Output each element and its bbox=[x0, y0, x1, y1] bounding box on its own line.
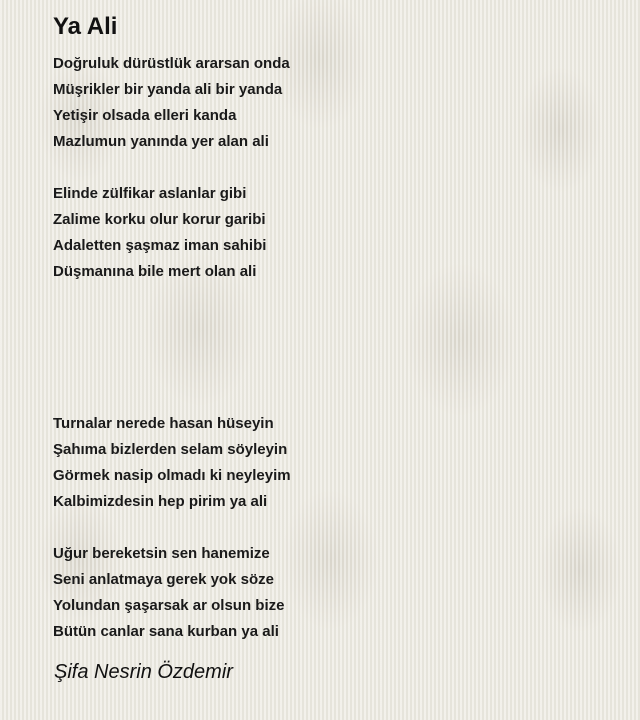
poem-line: Şahıma bizlerden selam söyleyin bbox=[53, 441, 288, 458]
poem-line: Adaletten şaşmaz iman sahibi bbox=[53, 237, 267, 254]
poem-line: Elinde zülfikar aslanlar gibi bbox=[53, 185, 247, 202]
poem-title: Ya Ali bbox=[53, 13, 118, 40]
poem-line: Seni anlatmaya gerek yok söze bbox=[53, 571, 274, 588]
stanza-4 bbox=[53, 541, 284, 645]
poem-line: Doğruluk dürüstlük ararsan onda bbox=[53, 55, 290, 72]
poem-line: Yolundan şaşarsak ar olsun bize bbox=[53, 597, 285, 614]
poem-line: Mazlumun yanında yer alan ali bbox=[53, 133, 269, 150]
stanza-2 bbox=[53, 181, 266, 285]
poem-line: Zalime korku olur korur garibi bbox=[53, 211, 266, 228]
stanza-3 bbox=[53, 411, 291, 515]
poem-author: Şifa Nesrin Özdemir bbox=[54, 661, 233, 683]
poem-line: Yetişir olsada elleri kanda bbox=[53, 107, 237, 124]
poem-container bbox=[53, 12, 613, 683]
poem-line: Kalbimizdesin hep pirim ya ali bbox=[53, 493, 268, 510]
poem-line: Müşrikler bir yanda ali bir yanda bbox=[53, 81, 283, 98]
poem-line: Düşmanına bile mert olan ali bbox=[53, 263, 257, 280]
poem-line: Bütün canlar sana kurban ya ali bbox=[53, 623, 279, 640]
poem-line: Turnalar nerede hasan hüseyin bbox=[53, 415, 274, 432]
poem-line: Görmek nasip olmadı ki neyleyim bbox=[53, 467, 291, 484]
stanza-1 bbox=[53, 51, 290, 155]
poem-line: Uğur bereketsin sen hanemize bbox=[53, 545, 270, 562]
